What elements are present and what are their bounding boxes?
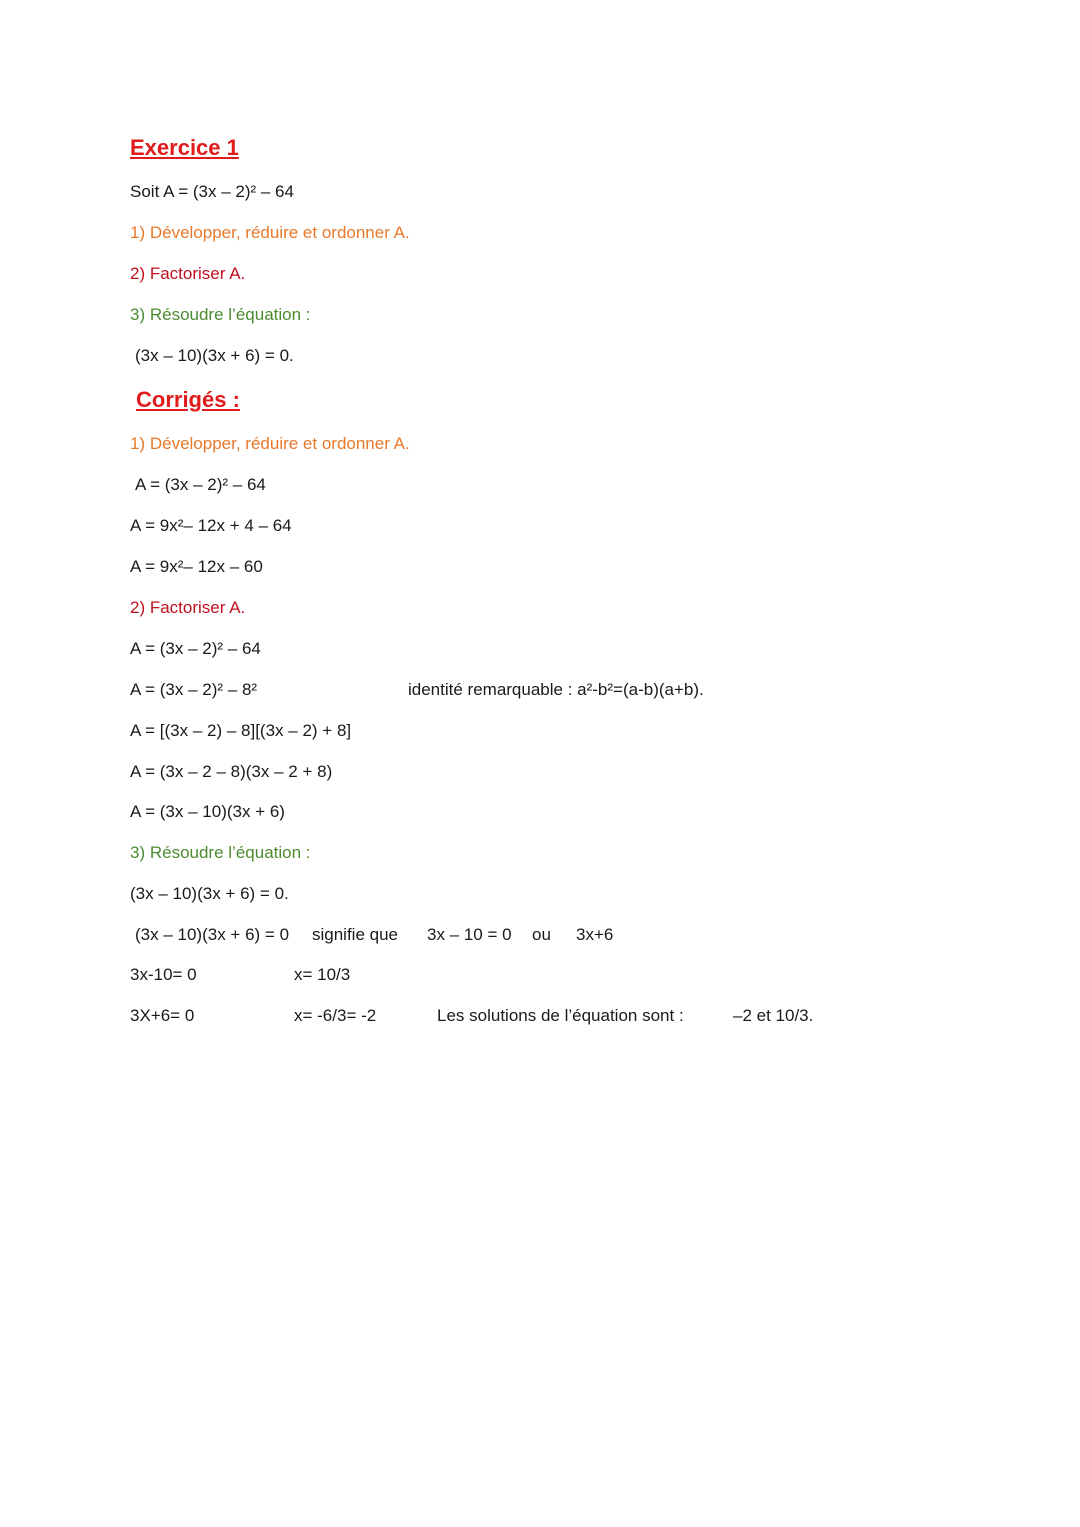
correction-1-step: A = (3x – 2)² – 64 xyxy=(135,475,266,494)
correction-2-step: A = (3x – 2)² – 8² xyxy=(130,680,258,699)
conclusion-value: –2 et 10/3. xyxy=(733,1006,814,1025)
exercise-title: Exercice 1 xyxy=(130,135,239,160)
correction-2-heading: 2) Factoriser A. xyxy=(130,598,246,617)
correction-1-heading: 1) Développer, réduire et ordonner A. xyxy=(130,434,410,453)
question-2: 2) Factoriser A. xyxy=(130,264,246,283)
implication-lhs: (3x – 10)(3x + 6) = 0 xyxy=(135,925,290,944)
correction-2-step: A = (3x – 2)² – 64 xyxy=(130,639,261,658)
correction-2-step: A = (3x – 10)(3x + 6) xyxy=(130,802,285,821)
question-1: 1) Développer, réduire et ordonner A. xyxy=(130,223,410,242)
implication-case-2: 3x+6 xyxy=(576,925,614,944)
correction-2-step: A = [(3x – 2) – 8][(3x – 2) + 8] xyxy=(130,721,352,740)
implication-means: signifie que xyxy=(312,925,399,944)
corrections-title: Corrigés : xyxy=(136,387,240,412)
implication-case-1: 3x – 10 = 0 xyxy=(427,925,512,944)
exercise-statement: Soit A = (3x – 2)² – 64 xyxy=(130,182,294,201)
correction-1-step: A = 9x²– 12x – 60 xyxy=(130,557,263,576)
solve-1-equation: 3x-10= 0 xyxy=(130,965,197,984)
question-3: 3) Résoudre l’équation : xyxy=(130,305,311,324)
correction-1-step: A = 9x²– 12x + 4 – 64 xyxy=(130,516,292,535)
identity-note: identité remarquable : a²-b²=(a-b)(a+b). xyxy=(408,680,704,699)
solve-2-equation: 3X+6= 0 xyxy=(130,1006,195,1025)
conclusion-label: Les solutions de l’équation sont : xyxy=(437,1006,684,1025)
implication-or: ou xyxy=(532,925,551,944)
solve-1-result: x= 10/3 xyxy=(294,965,351,984)
correction-3-heading: 3) Résoudre l’équation : xyxy=(130,843,311,862)
correction-2-step: A = (3x – 2 – 8)(3x – 2 + 8) xyxy=(130,762,333,781)
correction-3-equation: (3x – 10)(3x + 6) = 0. xyxy=(130,884,289,903)
question-3-equation: (3x – 10)(3x + 6) = 0. xyxy=(135,346,294,365)
solve-2-result: x= -6/3= -2 xyxy=(294,1006,377,1025)
